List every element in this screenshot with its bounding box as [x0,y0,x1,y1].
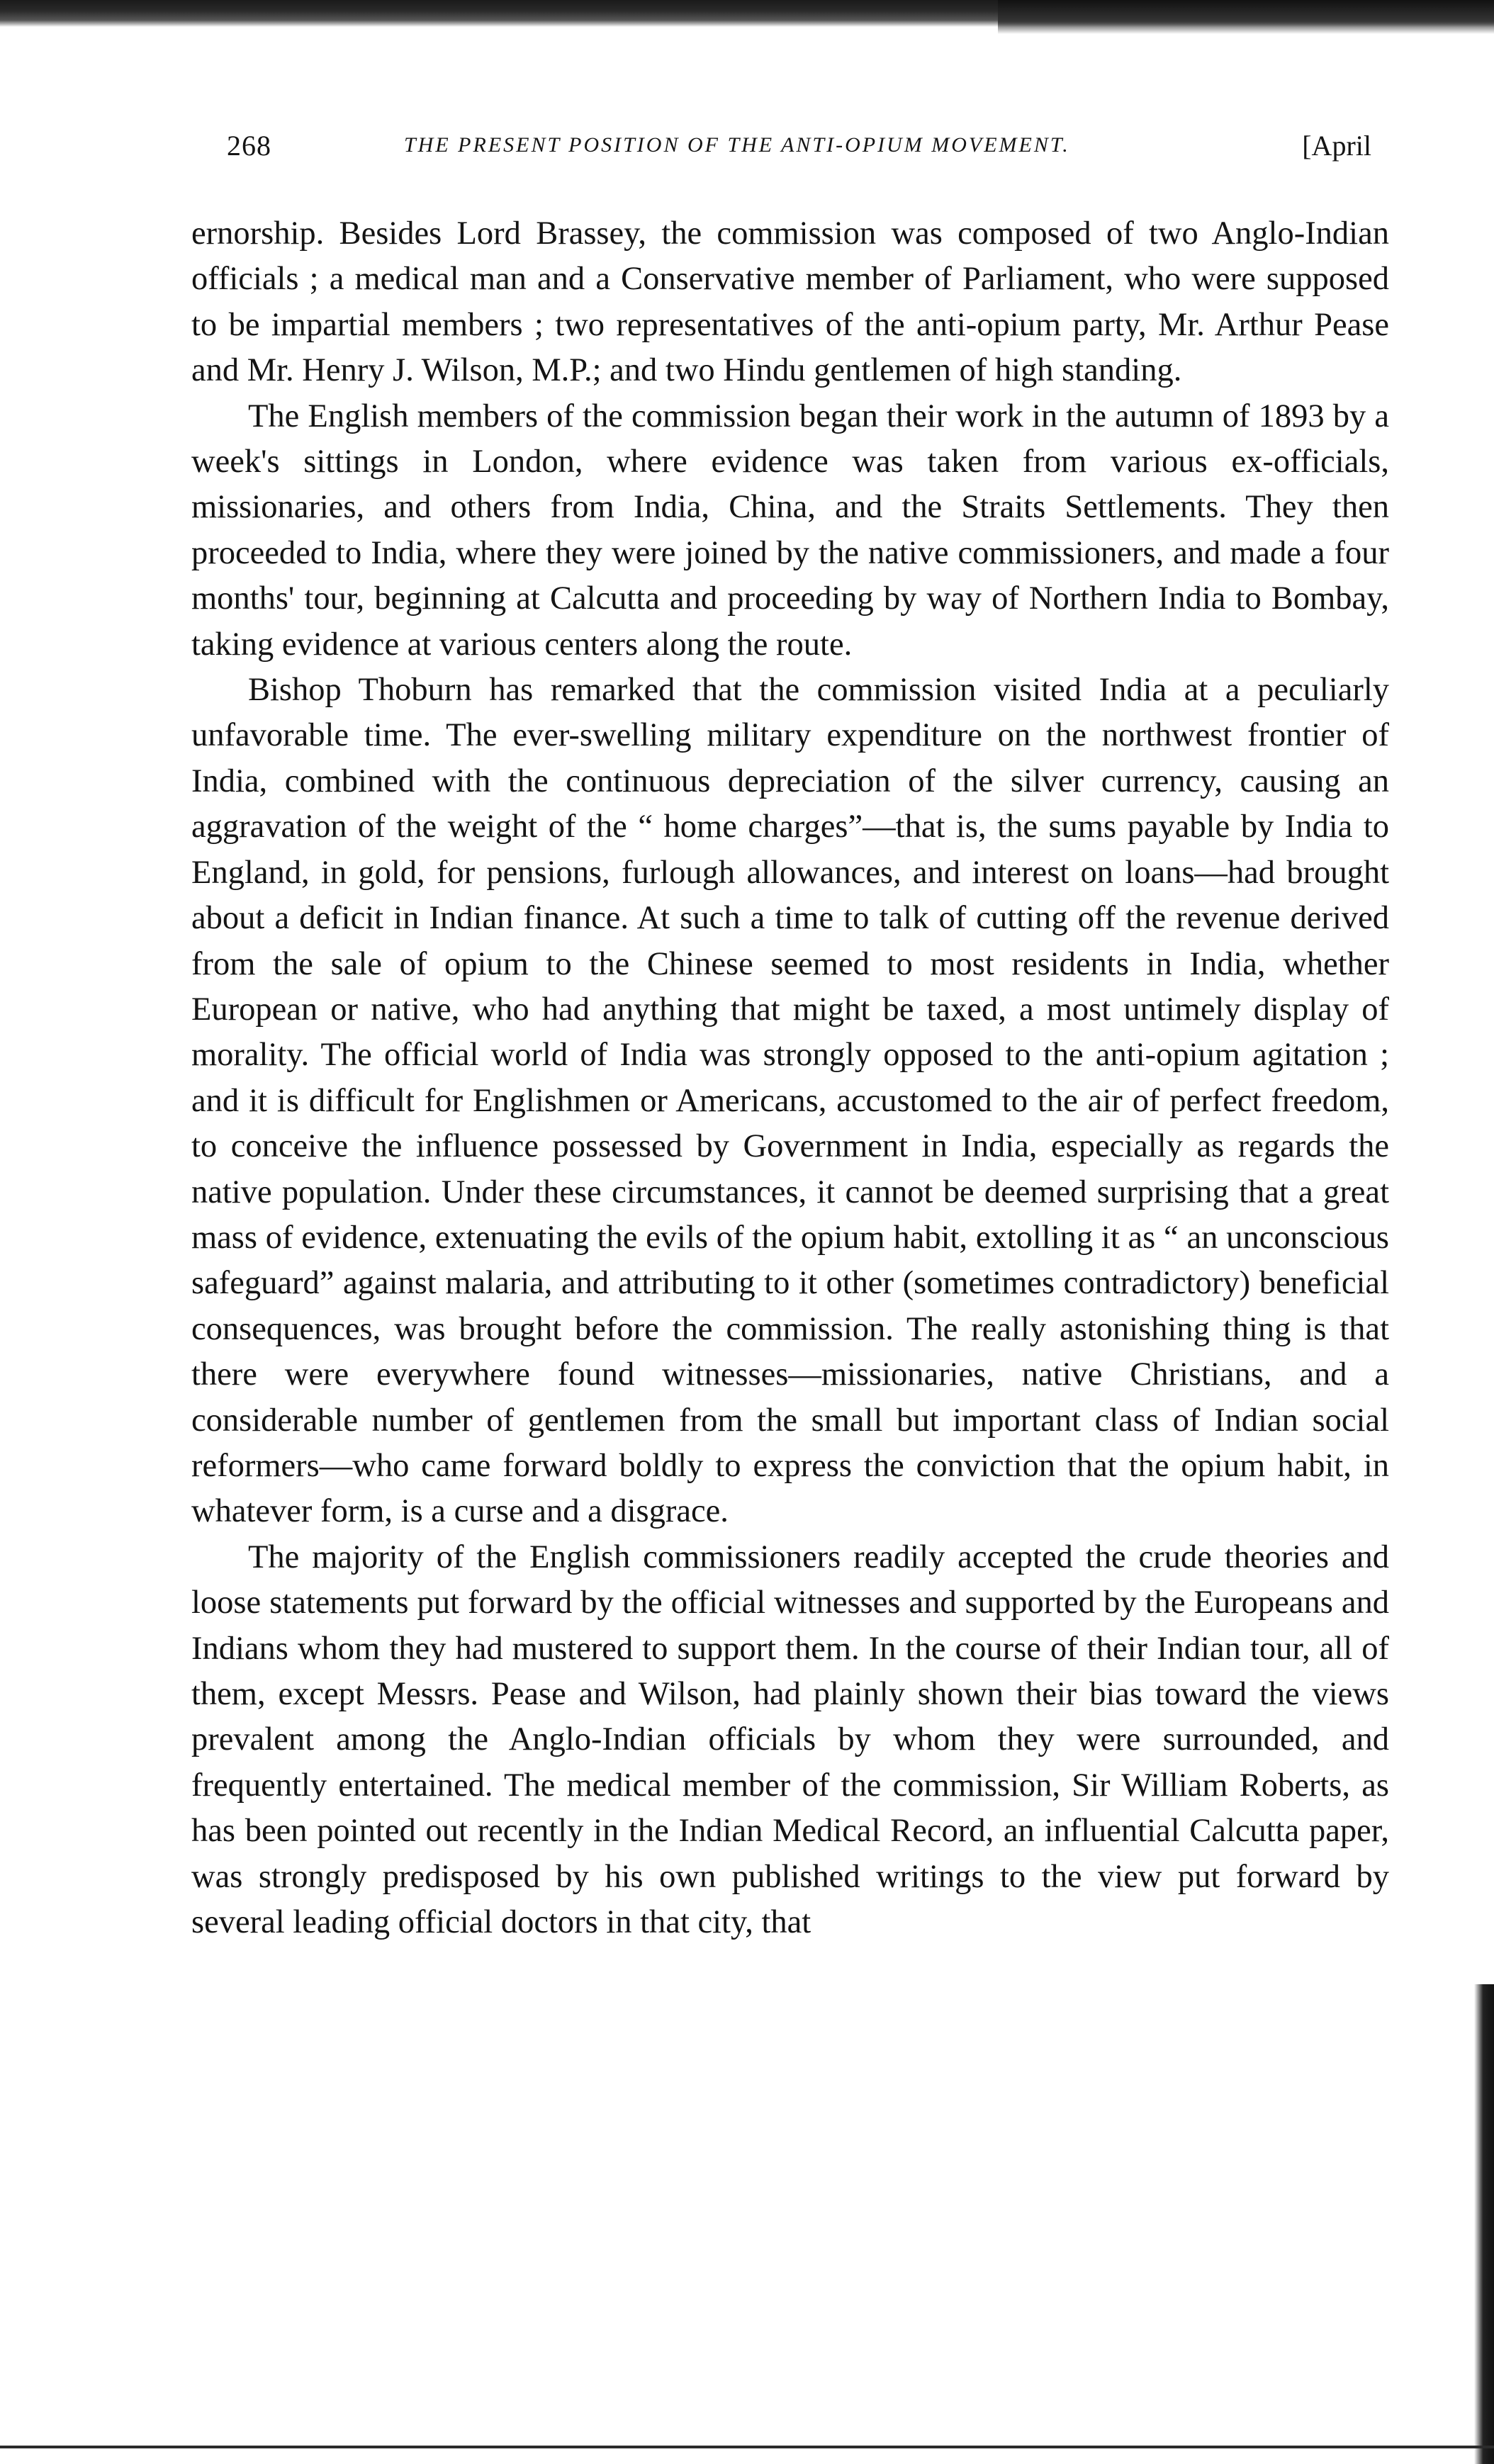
scan-right-edge [1474,1984,1494,2464]
paragraph-1: ernorship. Besides Lord Brassey, the commission was composed of two Anglo-Indian officials ; a medical man and a Conservative member of Parliament, who were supposed to be impartial members ; two representatives of the anti-opium party, Mr. Arthur Pease and Mr. Henry J. Wilson, M.P.; and two Hindu gentlemen of high standing. [191,215,1389,389]
paragraph-2: The English members of the commission began their work in the autumn of 1893 by a week's sittings in London, where evidence was taken from various ex-officials, missionaries, and others from India, China, and the Straits Settlements. They then proceeded to India, where they were joined by the native commissioners, and made a four months' tour, beginning at Calcutta and proceeding by way of Northern India to Bombay, taking evidence at various centers along the route. [191,398,1389,663]
paragraph-4: The majority of the English commissioners readily accepted the crude theories and loose statements put forward by the official witnesses and supported by the Europeans and Indians whom they had mustered to support them. In the course of their Indian tour, all of them, except Messrs. Pease and Wilson, had plainly shown their bias toward the views prevalent among the Anglo-Indian officials by whom they were surrounded, and frequently entertained. The medical member of the commission, Sir William Roberts, as has been pointed out recently in the Indian Medical Record, an influential Calcutta paper, was strongly predisposed by his own published writings to the view put forward by several leading official doctors in that city, that [191,1538,1389,1941]
scan-top-edge [0,0,1494,27]
page-number: 268 [227,130,271,162]
scan-bottom-edge [0,2446,1494,2448]
book-page [191,113,1389,1945]
running-head-month: [April [1302,130,1371,162]
running-head-title: THE PRESENT POSITION OF THE ANTI-OPIUM MOVEMENT. [404,133,1070,157]
body-text [191,211,1389,1945]
paragraph-3: Bishop Thoburn has remarked that the commission visited India at a peculiarly unfavorable time. The ever-swelling military expenditure on the northwest frontier of India, combined with the continuous depreciation of the silver currency, causing an aggravation of the weight of the “ home charges”—that is, the sums payable by India to England, in gold, for pensions, furlough allowances, and interest on loans—had brought about a deficit in Indian finance. At such a time to talk of cutting off the revenue derived from the sale of opium to the Chinese seemed to most residents in India, whether European or native, who had anything that might be taxed, a most untimely display of morality. The official world of India was strongly opposed to the anti-opium agitation ; and it is difficult for Englishmen or Americans, accustomed to the air of perfect freedom, to conceive the influence possessed by Government in India, especially as regards the native population. Under these circumstances, it cannot be deemed surprising that a great mass of evidence, extenuating the evils of the opium habit, extolling it as “ an unconscious safeguard” against malaria, and attributing to it other (sometimes contradictory) beneficial consequences, was brought before the commission. The really astonishing thing is that there were everywhere found witnesses—missionaries, native Christians, and a considerable number of gentlemen from the small but important class of Indian social reformers—who came forward boldly to express the conviction that the opium habit, in whatever form, is a curse and a disgrace. [191,672,1389,1530]
running-head [191,113,1389,170]
